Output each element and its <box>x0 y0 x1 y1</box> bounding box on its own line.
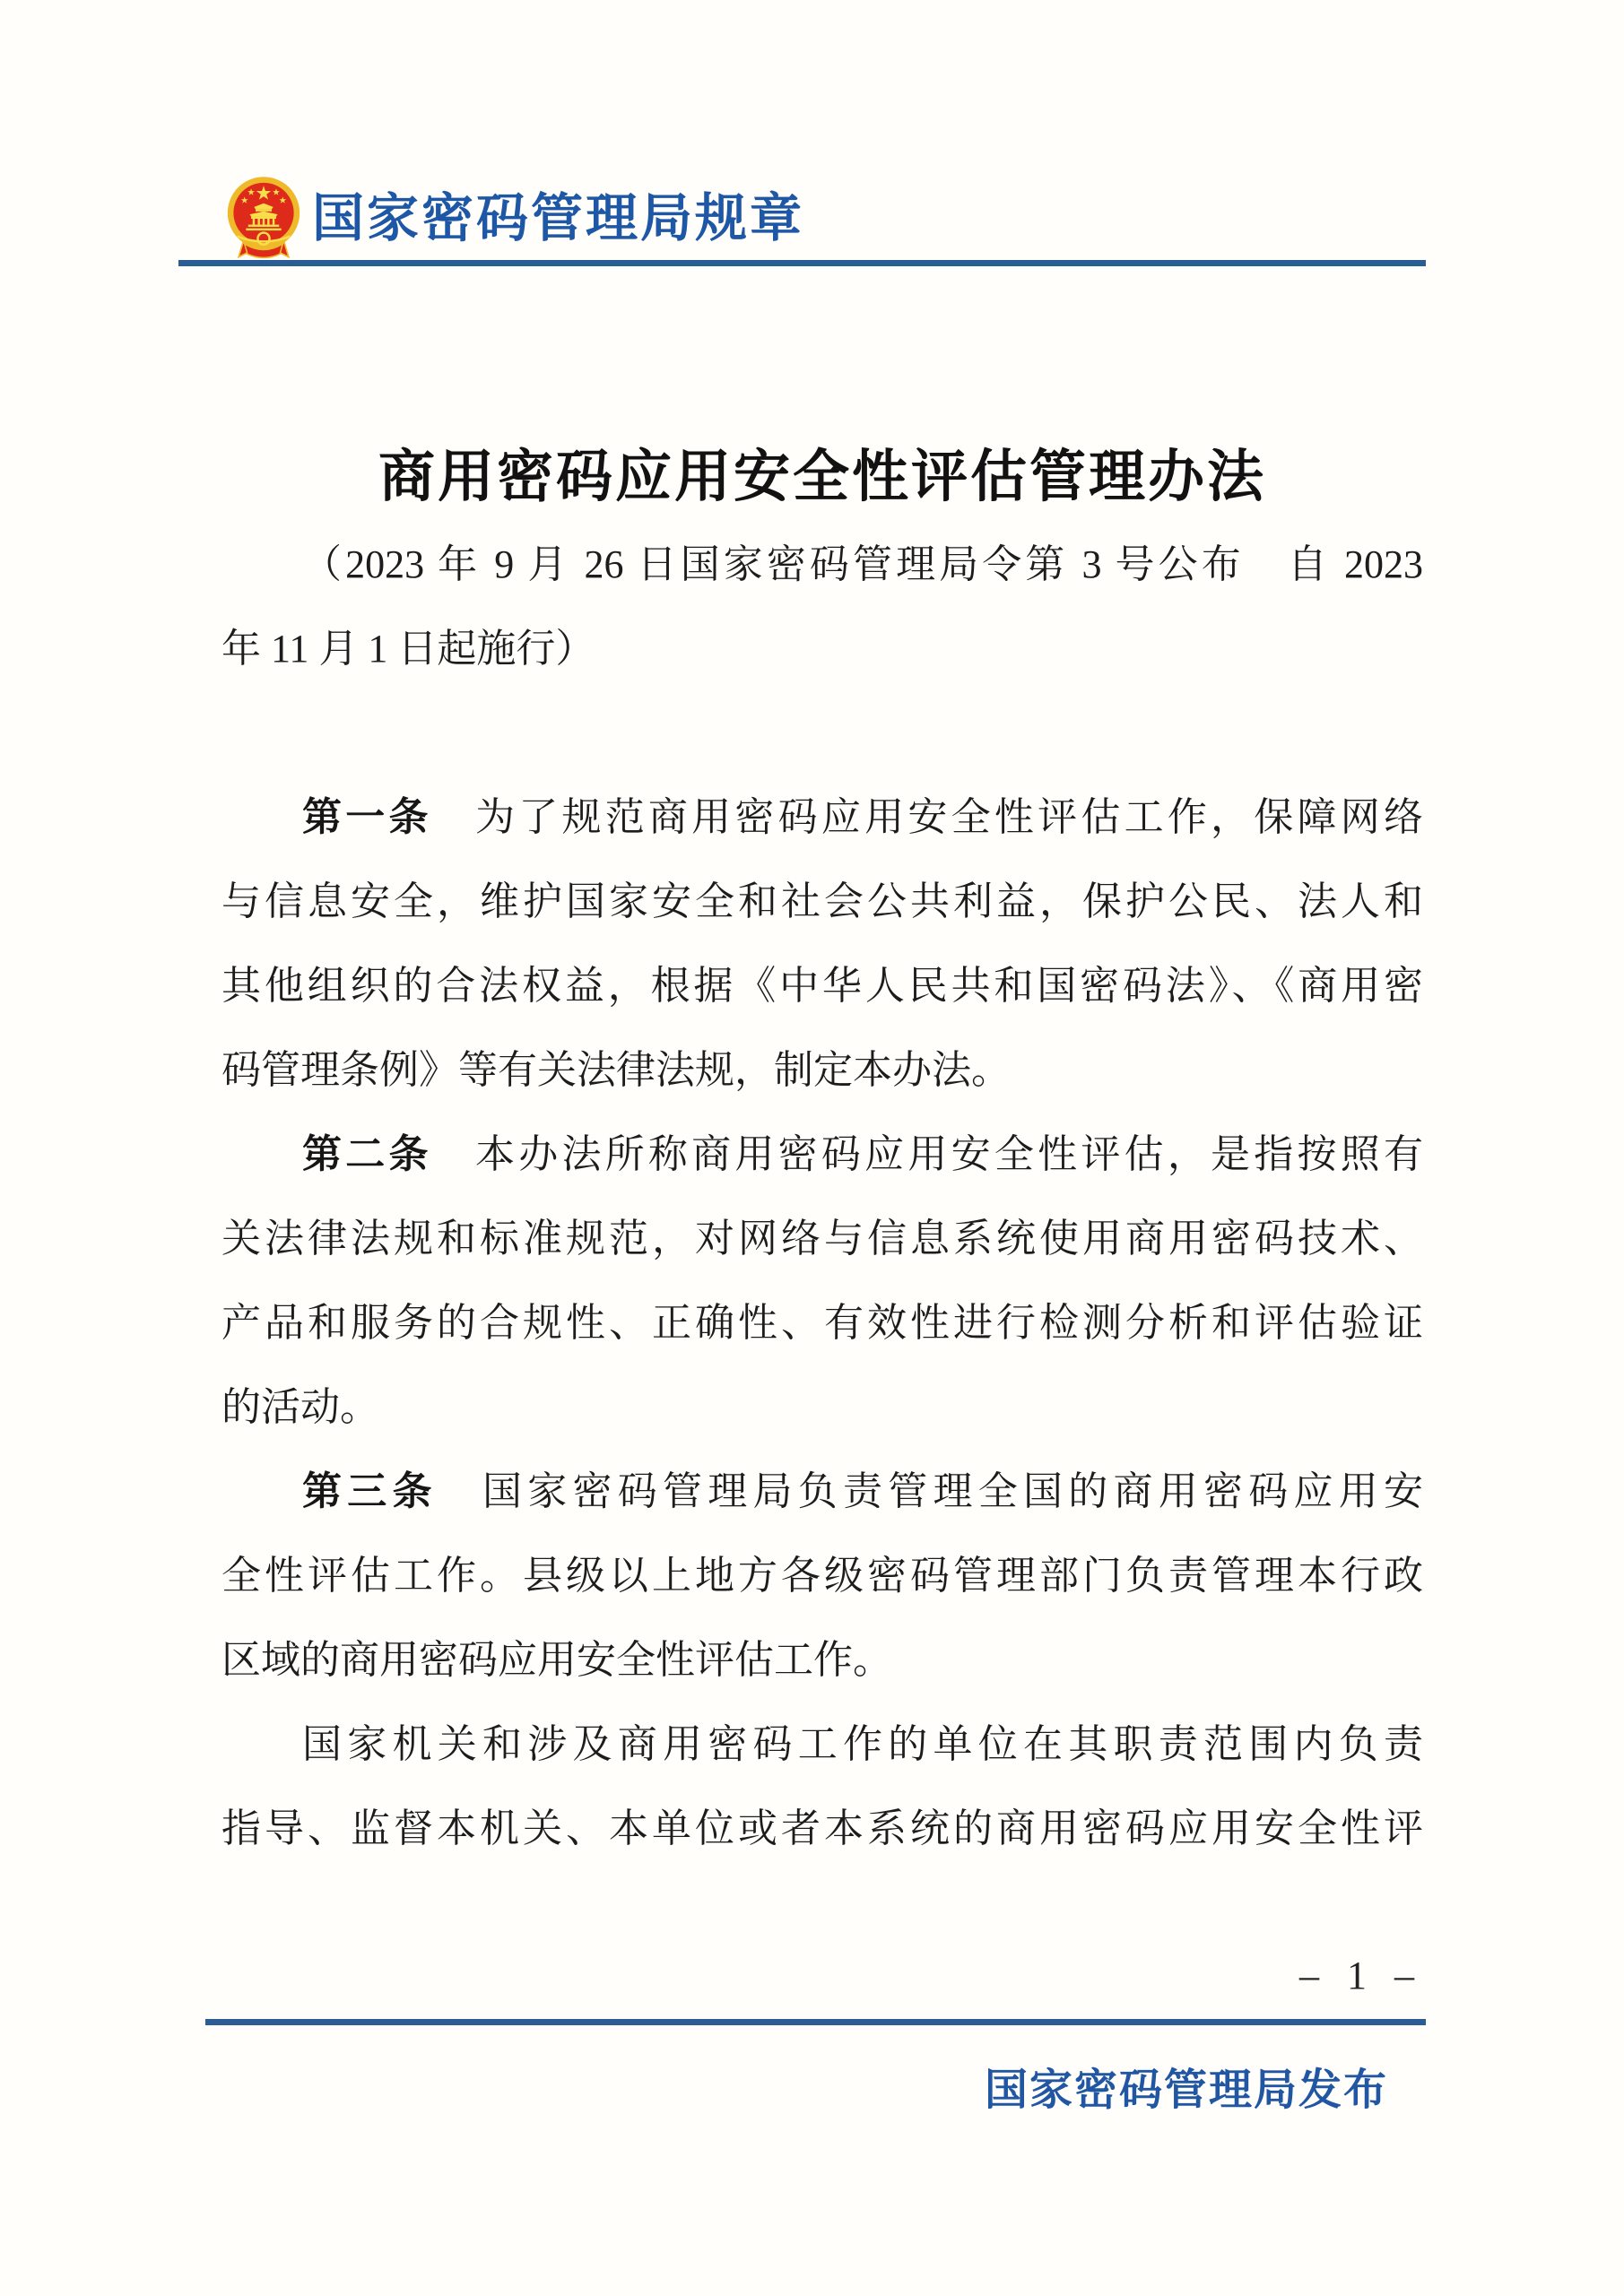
body-line: 指导、监督本机关、本单位或者本系统的商用密码应用安全性评 <box>221 1806 1423 1850</box>
body-line: 的活动。 <box>221 1385 379 1429</box>
body-line <box>221 775 1423 860</box>
document-body <box>221 441 1423 1871</box>
paragraph <box>221 1703 1423 1871</box>
footer-publisher: 国家密码管理局发布 <box>985 2066 1389 2114</box>
body-line: 其他组织的合法权益，根据《中华人民共和国密码法》、《商用密 <box>221 964 1423 1008</box>
national-emblem-icon <box>227 176 300 262</box>
body-text: 本办法所称商用密码应用安全性评估，是指按照有 <box>431 1132 1424 1176</box>
page-number: – 1 – <box>1299 1954 1423 1997</box>
body-line: 关法律法规和标准规范，对网络与信息系统使用商用密码技术、 <box>221 1217 1423 1261</box>
header-divider <box>178 260 1426 266</box>
article-number: 第一条 <box>302 795 432 839</box>
subtitle-line: （2023 年 9 月 26 日国家密码管理局令第 3 号公布 自 2023 <box>302 542 1423 586</box>
body-line <box>221 1450 1423 1534</box>
body-paragraphs <box>221 775 1423 1871</box>
document-title: 商用密码应用安全性评估管理办法 <box>378 446 1266 508</box>
body-line: 区域的商用密码应用安全性评估工作。 <box>221 1638 892 1682</box>
paragraph <box>221 1113 1423 1450</box>
paragraph <box>221 775 1423 1113</box>
body-line: 码管理条例》等有关法律法规，制定本办法。 <box>221 1048 1011 1092</box>
header-title: 国家密码管理局规章 <box>312 189 805 247</box>
document-subtitle <box>221 523 1423 691</box>
body-line: 与信息安全，维护国家安全和社会公共利益，保护公民、法人和 <box>221 879 1423 923</box>
article-number: 第二条 <box>302 1132 432 1176</box>
body-line: 国家机关和涉及商用密码工作的单位在其职责范围内负责 <box>302 1722 1423 1766</box>
subtitle-line: 年 11 月 1 日起施行） <box>221 627 595 671</box>
body-text: 为了规范商用密码应用安全性评估工作，保障网络 <box>431 795 1424 839</box>
paragraph <box>221 1450 1423 1703</box>
body-line <box>221 1113 1423 1197</box>
body-text: 国家密码管理局负责管理全国的商用密码应用安 <box>437 1469 1423 1513</box>
article-number: 第三条 <box>302 1469 438 1513</box>
body-line: 全性评估工作。县级以上地方各级密码管理部门负责管理本行政 <box>221 1554 1423 1598</box>
footer-divider <box>205 2019 1426 2025</box>
body-line: 产品和服务的合规性、正确性、有效性进行检测分析和评估验证 <box>221 1301 1423 1345</box>
